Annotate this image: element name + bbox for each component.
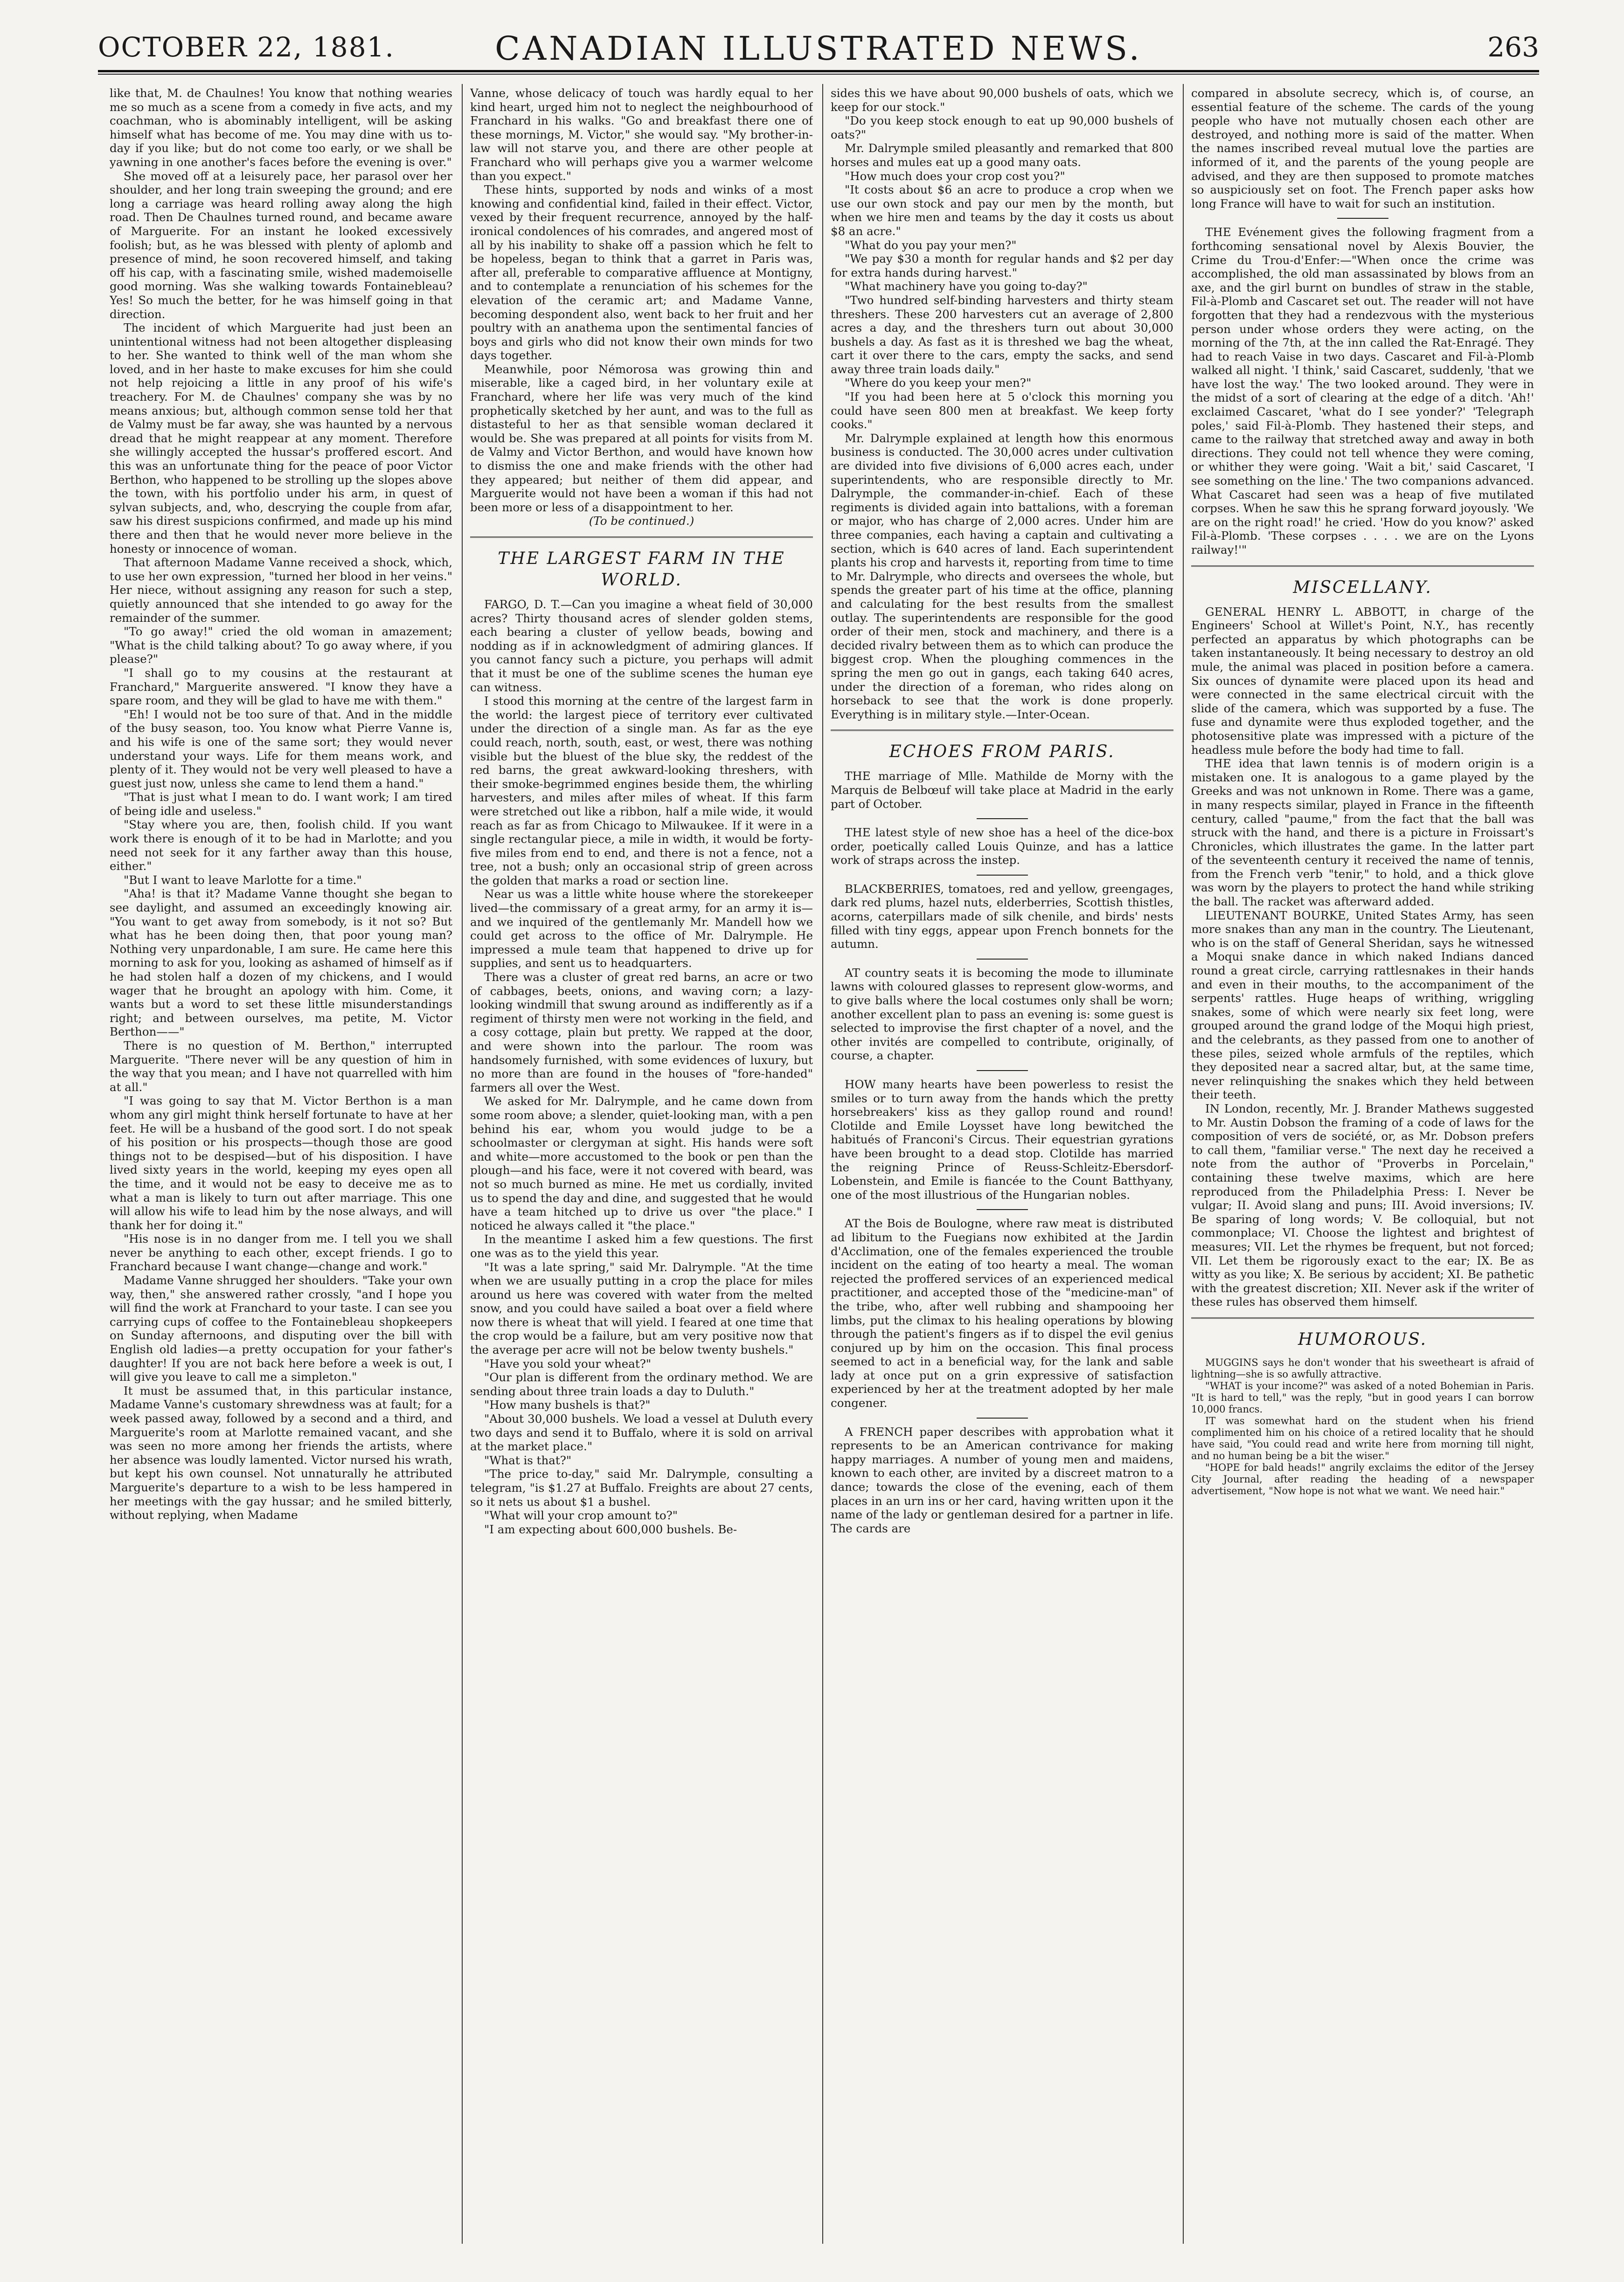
paragraph: "I shall go to my cousins at the restaurant at Franchard," Marguerite answered. "I know they have a spare room, and they will be glad to have me with them." bbox=[110, 666, 452, 708]
paragraph: "Stay where you are, then, foolish child. If you want work there is enough of it to be had in Marlotte; and you need not seek for it any farther away than this house, either." bbox=[110, 818, 452, 873]
column-1 bbox=[110, 86, 452, 2241]
paragraph: "Do you keep stock enough to eat up 90,000 bushels of oats?" bbox=[831, 114, 1173, 141]
paragraph: She moved off at a leisurely pace, her parasol over her shoulder, and her long train sweeping the ground; and ere long a carriage was heard rolling away along the high road. Then De Chaulnes turned round, and became aware of Marguerite. For an instant he looked excessively foolish; but, as he was blessed with plenty of aplomb and presence of mind, he soon recovered himself, and taking off his cap, with a fascinating smile, wished mademoiselle good morning. Was she walking towards Fontainebleau? Yes! So much the better, for he was himself going in that direction. bbox=[110, 169, 452, 321]
column-divider bbox=[1183, 84, 1184, 2244]
farm-article bbox=[470, 598, 813, 1536]
column-divider bbox=[822, 84, 823, 2244]
paragraph: THE marriage of Mlle. Mathilde de Morny with the Marquis de Belbœuf will take place at Madrid in the early part of October. bbox=[831, 769, 1173, 811]
paragraph: AT country seats it is becoming the mode to illuminate lawns with coloured glasses to represent glow-worms, and to give balls where the local costumes only shall be worn; another excellent plan to pass an evening is: some guest is selected to improvise the first chapter of a novel, and the other invités are compelled to contribute, originally, of course, a chapter. bbox=[831, 966, 1173, 1063]
paragraph: "How many bushels is that?" bbox=[484, 1398, 651, 1412]
column-divider bbox=[462, 84, 463, 2244]
section-rule bbox=[831, 730, 1173, 731]
paragraph: "His nose is in no danger from me. I tell you we shall never be anything to each other, except friends. I go to Franchard because I want change—change and work." bbox=[110, 1232, 452, 1273]
paragraph: "How much does your crop cost you?" bbox=[845, 169, 1065, 183]
column-3 bbox=[831, 86, 1173, 2241]
miscellany bbox=[1191, 605, 1534, 1309]
paragraph: "But I want to leave Marlotte for a time." bbox=[124, 873, 362, 887]
paragraph: "Our plan is different from the ordinary method. We are sending about three train loads a day to Duluth." bbox=[470, 1371, 813, 1398]
paragraph: "It was a late spring," said Mr. Dalrymple. "At the time when we are usually putting in a crop the place for miles around us here was covered with water from the melted snow, and you could have sailed a boat over a field where now there is wheat that will yield. I feared at one time that the crop would be a failure, but am very positive now that the average per acre will not be below twenty bushels." bbox=[470, 1260, 813, 1357]
item-separator bbox=[977, 818, 1028, 819]
serial-story-end bbox=[470, 86, 813, 514]
item-separator bbox=[977, 959, 1028, 960]
paragraph: THE idea that lawn tennis is of modern origin is a mistaken one. It is analogous to a game played by the Greeks and was not unknown in Rome. There was a game, in many respects similar, played in France in the fifteenth century, called "paume," from the fact that the ball was struck with the hand, and there is a picture in Froissart's Chronicles, which illustrates the game. In the latter part of the seventeenth century it received the name of tennis, from the French verb "tenir," to hold, and a thick glove was worn by the players to protect the hand while striking the ball. The racket was afterward added. bbox=[1191, 757, 1534, 909]
paragraph: LIEUTENANT BOURKE, United States Army, has seen more snakes than any man in the country. The Lieutenant, who is on the staff of General Sheridan, says he witnessed a Moqui snake dance in which naked Indians danced round a great circle, carrying rattlesnakes in their hands and even in their mouths, to the accompaniment of the serpents' rattles. Huge heaps of writhing, wriggling snakes, some of which were nearly six feet long, were grouped around the grand lodge of the Moqui high priest, and the celebrants, as they passed from one to another of these piles, seized whole armfuls of the reptiles, which they deposited near a sacred altar, but, at the same time, never relinquishing the snakes which they held between their teeth. bbox=[1191, 908, 1534, 1102]
paragraph: These hints, supported by nods and winks of a most knowing and confidential kind, failed in their effect. Victor, vexed by their frequent recurrence, annoyed by the half-ironical condolences of his comrades, and angered most of all by his inability to shake off a passion which he felt to be hopeless, began to think that a garret in Paris was, after all, preferable to comparative affluence at Montigny, and to contemplate a renunciation of his schemes for the elevation of the ceramic art; and Madame Vanne, becoming despondent also, went back to her fruit and her poultry with an anathema upon the sentimental fancies of boys and girls who did not know their own minds for two days together. bbox=[470, 183, 813, 362]
paragraph: sides this we have about 90,000 bushels of oats, which we keep for our stock." bbox=[831, 86, 1173, 114]
paragraph: FARGO, D. T.—Can you imagine a wheat field of 30,000 acres? Thirty thousand acres of slender golden stems, each bearing a cluster of yellow beads, bowing and nodding as if in acknowledgment of admiring glances. If you cannot fancy such a picture, you perhaps will admit that it must be one of the sublime scenes the human eye can witness. bbox=[470, 598, 813, 694]
paragraph: "Eh! I would not be too sure of that. And in the middle of the busy season, too. You know what Pierre Vanne is, and his wife is one of the same sort; they would never understand your ways. Life for them means work, and plenty of it. They would not be very well pleased to have a guest just now, unless she came to lend them a hand." bbox=[110, 707, 452, 790]
paragraph: THE Evénement gives the following fragment from a forthcoming sensational novel by Alexis Bouvier, the Crime du Trou-d'Enfer:—"When once the crime was accomplished, the old man assassinated by blows from an axe, and the girl burnt on bundles of straw in the stable, Fil-à-Plomb and Cascaret set out. The reader will not have forgotten that they had a rendezvous with the mysterious person under whose orders they were acting, on the morning of the 7th, at the inn called the Rat-Enragé. They had to reach Vaise in two days. Cascaret and Fil-à-Plomb walked all night. 'I think,' said Cascaret, suddenly, 'that we have lost the way.' The two looked around. They were in the midst of a sort of clearing at the edge of a ditch. 'Ah!' exclaimed Cascaret, 'what do I see yonder?' 'Telegraph poles,' said Fil-à-Plomb. They hastened their steps, and came to the railway that stretched away and away in both directions. They could not tell whence they were coming, or whither they were going. 'Wait a bit,' said Cascaret, 'I see something on the line.' The two companions advanced. What Cascaret had seen was a heap of five mutilated corpses. When he saw this he sprang forward joyously. 'We are on the right road!' he cried. 'How do you know?' asked Fil-à-Plomb. 'These corpses . . . . we are on the Lyons railway!'" bbox=[1191, 225, 1534, 557]
to-be-continued: (To be continued.) bbox=[589, 514, 694, 528]
paragraph: Madame Vanne shrugged her shoulders. "Take your own way, then," she answered rather crossly, "and I hope you will find the work at Franchard to your taste. I can see you carrying cups of coffee to the Fontainebleau shopkeepers on Sunday afternoons, and disputing over the bill with English old ladies—a pretty occupation for your father's daughter! If you are not back here before a week is out, I will give you leave to call me a simpleton." bbox=[110, 1273, 452, 1384]
item-separator bbox=[977, 1418, 1028, 1419]
paragraph: GENERAL HENRY L. ABBOTT, in charge of the Engineers' School at Willet's Point, N.Y., has recently perfected an apparatus by which photographs can be taken instantaneously. It being necessary to destroy an old mule, the animal was placed in position before a camera. Six ounces of dynamite were placed upon its head and were connected in the same electrical circuit with the slide of the camera, which was supported by a fuse. The fuse and dynamite were thus exploded together, and the photosensitive plate was impressed with a picture of the headless mule before the body had time to fall. bbox=[1191, 605, 1534, 757]
column-2 bbox=[470, 86, 813, 2241]
paragraph: "To go away!" cried the old woman in amazement; "What is the child talking about? To go away where, if you please?" bbox=[110, 625, 452, 666]
paragraph: IN London, recently, Mr. J. Brander Mathews suggested to Mr. Austin Dobson the framing of a code of laws for the composition of vers de société, or, as Mr. Dobson prefers to call them, "familiar verse." The next day he received a note from the author of "Proverbs in Porcelain," containing these twelve maxims, which are here reproduced from the Philadelphia Press: I. Never be vulgar; II. Avoid slang and puns; III. Avoid inversions; IV. Be sparing of long words; V. Be colloquial, but not commonplace; VI. Choose the lightest and brightest of measures; VII. Let the rhymes be frequent, but not forced; VII. Let them be rigorously exact to the ear; IX. Be as witty as you like; X. Be serious by accident; XI. Be pathetic with the greatest discretion; XII. Never ask if the writer of these rules has observed them himself. bbox=[1191, 1101, 1534, 1309]
paragraph: "Have you sold your wheat?" bbox=[484, 1357, 652, 1371]
paragraph: Near us was a little white house where the storekeeper lived—the commissary of a great army, for an army it is—and we inquired of the gentlemanly Mr. Mandell how we could get across to the office of Mr. Dalrymple. He impressed a mule team that happened to drive up for supplies, and sent us to headquarters. bbox=[470, 887, 813, 970]
item-separator bbox=[1337, 218, 1388, 219]
paragraph: "HOPE for bald heads!" angrily exclaims the editor of the Jersey City Journal, after reading the heading of a newspaper advertisement, "Now hope is not what we want. We need hair." bbox=[1191, 1461, 1534, 1496]
masthead bbox=[98, 26, 1539, 72]
paragraph: "What will your crop amount to?" bbox=[484, 1509, 678, 1523]
header-rule bbox=[98, 74, 1539, 75]
paragraph: "What is that?" bbox=[484, 1453, 572, 1467]
paragraph: AT the Bois de Boulogne, where raw meat is distributed ad libitum to the Fuegians now exhibited at the Jardin d'Acclimation, one of the females experienced the trouble incident on the eating of too hearty a meal. The woman rejected the proffered services of an experienced medical practitioner, and accepted those of the "medicine-man" of the tribe, who, after well rubbing and shampooing her limbs, put the climax to his healing operations by blowing through the patient's fingers as if to dispel the evil genius conjured up by him on the occasion. This final process seemed to act in a beneficial way, for the lank and sable lady at once put on a grin expressive of satisfaction experienced by her at the treatment adopted by her male congener. bbox=[831, 1217, 1173, 1410]
paragraph: A FRENCH paper describes with approbation what it represents to be an American contrivance for making happy marriages. A number of young men and maidens, known to each other, are invited by a discreet matron to a dance; towards the close of the evening, each of them places in an urn ins or her card, having written upon it the name of the lady or gentleman desired for a partner in life. The cards are bbox=[831, 1425, 1173, 1535]
paragraph: "Where do you keep your men?" bbox=[845, 376, 1032, 390]
paragraph: "What machinery have you going to-day?" bbox=[845, 279, 1088, 293]
paragraph: There was a cluster of great red barns, an acre or two of cabbages, beets, onions, and waving corn; a lazy-looking windmill that swung around as indifferently as if a regiment of thirsty men were not working in the field, and a cosy cottage, plain but pretty. We rapped at the door, and were shown into the parlour. The room was handsomely furnished, with some evidences of luxury, but no more than are found in the houses of "fore-handed" farmers all over the West. bbox=[470, 970, 813, 1094]
miscellany-title: MISCELLANY. bbox=[1293, 577, 1432, 597]
paragraph: Meanwhile, poor Némorosa was growing thin and miserable, like a caged bird, in her voluntary exile at Franchard, where her life was very much of the kind prophetically sketched by her aunt, and was to the full as distasteful to her as that sensible woman declared it would be. She was prepared at all points for visits from M. de Valmy and Victor Berthon, and would have known how to dismiss the one and make friends with the other had they appeared; but neither of them did appear, and Marguerite would not have been a woman if this had not been more or less of a disappointment to her. bbox=[470, 362, 813, 514]
issue-date: OCTOBER 22, 1881. bbox=[98, 31, 395, 63]
paragraph: We asked for Mr. Dalrymple, and he came down from some room above; a slender, quiet-looking man, with a pen behind his ear, whom you would judge to be a schoolmaster or clergyman at sight. His hands were soft and white—more accustomed to the book or pen than the plough—and his face, were it not covered with beard, was not so much burned as mine. He met us cordially, invited us to spend the day and dine, and suggested that he would have a team hitched up to drive us over "the place." I noticed he always called it "the place." bbox=[470, 1094, 813, 1232]
paragraph: "Two hundred self-binding harvesters and thirty steam threshers. These 200 harvesters cut an average of 2,800 acres a day, and the threshers turn out about 30,000 bushels a day. As fast as it is threshed we bag the wheat, cart it over there to the cars, empty the sacks, and send away three train loads daily." bbox=[831, 293, 1173, 376]
paragraph: "It costs about $6 an acre to produce a crop when we use our own stock and pay our men by the month, but when we hire men and teams by the day it costs us about $8 an acre." bbox=[831, 183, 1173, 238]
item-separator bbox=[977, 1070, 1028, 1071]
paper-title: CANADIAN ILLUSTRATED NEWS. bbox=[495, 29, 1142, 68]
paragraph: "If you had been here at 5 o'clock this morning you could have seen 800 men at breakfast. We keep forty cooks." bbox=[831, 390, 1173, 431]
farm-article-continued bbox=[831, 86, 1173, 721]
page-number: 263 bbox=[1487, 31, 1539, 63]
paragraph: I stood this morning at the centre of the largest farm in the world: the largest piece of territory ever cultivated under the direction of a single man. As far as the eye could reach, north, south, east, or west, there was nothing visible but the bluest of the blue sky, the reddest of the red barns, the great awkward-looking threshers, with their smoke-begrimmed engines beside them, the whirling harvesters, and miles after miles of wheat. If this farm were stretched out like a ribbon, half a mile wide, it would reach as far as from Chicago to Milwaukee. If it were in a single rectangular piece, a mile in width, it would be forty-five miles from end to end, and there is not a fence, not a tree, not a bush; only an occasional strip of green across the golden that marks a road or section line. bbox=[470, 694, 813, 887]
paragraph: MUGGINS says he don't wonder that his sweetheart is afraid of lightning—she is so awfully attractive. bbox=[1191, 1357, 1534, 1380]
echoes-title: ECHOES FROM PARIS. bbox=[889, 742, 1115, 762]
item-separator bbox=[977, 875, 1028, 876]
paragraph: The incident of which Marguerite had just been an unintentional witness had not been altogether displeasing to her. She wanted to think well of the man whom she loved, and in her haste to make excuses for him she could not help rejoicing a little in any proof of his wife's treachery. For M. de Chaulnes' company she was by no means anxious; but, although common sense told her that de Valmy must be far away, she was haunted by a nervous dread that he might reappear at any moment. Therefore she willingly accepted the hussar's proffered escort. And this was an unfortunate thing for the peace of poor Victor Berthon, who happened to be strolling up the slopes above the town, with his portfolio under his arm, in quest of sylvan subjects, and, who, descrying the couple from afar, saw his direst suspicions confirmed, and made up his mind there and then that he would never more believe in the honesty or innocence of woman. bbox=[110, 321, 452, 556]
paragraph: "What do you pay your men?" bbox=[845, 238, 1017, 252]
humorous-title: HUMOROUS. bbox=[1298, 1329, 1427, 1349]
paragraph: like that, M. de Chaulnes! You know that nothing wearies me so much as a scene from a comedy in five acts, and my coachman, who is abominably intelligent, will be asking himself what has become of me. You may dine with us to-day if you like; but do not come too early, or we shall be yawning in one another's faces before the evening is over." bbox=[110, 86, 452, 169]
paragraph: IT was somewhat hard on the student when his friend complimented him on his choice of a retired locality that he should have said, "You could read and write here from morning till night, and no human being be a bit the wiser." bbox=[1191, 1415, 1534, 1461]
echoes-from-paris bbox=[831, 769, 1173, 1535]
paragraph: "Aha! is that it? Madame Vanne thought she began to see daylight, and assumed an exceedingly knowing air. "You want to get away from somebody, is it not so? But what has he been doing then, that poor young man? Nothing very unpardonable, I am sure. He came here this morning to ask for you, looking as ashamed of himself as if he had stolen half a dozen of my chickens, and I would wager that he brought an apology with him. Come, it wants but a word to set these little misunderstandings right; and between ourselves, ma petite, M. Victor Berthon——" bbox=[110, 887, 452, 1039]
paragraph: "That is just what I mean to do. I want work; I am tired of being idle and useless." bbox=[110, 790, 452, 818]
paragraph: "About 30,000 bushels. We load a vessel at Duluth every two days and send it to Buffalo, where it is sold on arrival at the market place." bbox=[470, 1412, 813, 1454]
paragraph: Vanne, whose delicacy of touch was hardly equal to her kind heart, urged him not to neglect the neighbourhood of Franchard in his walks. "Go and breakfast there one of these mornings, M. Victor," she would say. "My brother-in-law will not starve you, and there are other people at Franchard who will perhaps give you a warmer welcome than you expect." bbox=[470, 86, 813, 183]
farm-article-title: THE LARGEST FARM IN THE WORLD. bbox=[498, 549, 785, 590]
paragraph: It must be assumed that, in this particular instance, Madame Vanne's customary shrewdness was at fault; for a week passed away, followed by a second and a third, and Marguerite's room at Marlotte remained vacant, and she was seen no more among her friends the artists, where her absence was loudly lamented. Victor nursed his wrath, but kept his own counsel. Not unnaturally he attributed Marguerite's departure to a wish to be less hampered in her meetings with the gay hussar; and he smiled bitterly, without replying, when Madame bbox=[110, 1384, 452, 1522]
paragraph: There is no question of M. Berthon," interrupted Marguerite. "There never will be any question of him in the way that you mean; and I have not quarrelled with him at all." bbox=[110, 1038, 452, 1094]
section-rule bbox=[1191, 565, 1534, 567]
paragraph: Mr. Dalrymple explained at length how this enormous business is conducted. The 30,000 acres under cultivation are divided into five divisions of 6,000 acres each, under superintendents, who are responsible directly to Mr. Dalrymple, the commander-in-chief. Each of these regiments is divided again into battalions, with a foreman or major, who has charge of 2,000 acres. Under him are three companies, each having a captain and cultivating a section, which is 640 acres of land. Each superintendent plants his crop and harvests it, reporting from time to time to Mr. Dalrymple, who directs and oversees the whole, but spends the greater part of his time at the office, planning and calculating for the best results from the smallest outlay. The superintendents are responsible for the good order of their men, stock and machinery, and there is a decided rivalry between them as to which can produce the biggest crop. When the ploughing commences in the spring the men go out in gangs, each taking 640 acres, under the direction of a foreman, who rides along on horseback to see that the work is done properly. Everything is in military style.—Inter-Ocean. bbox=[831, 431, 1173, 721]
column-4 bbox=[1191, 86, 1534, 2241]
paragraph: THE latest style of new shoe has a heel of the dice-box order, poetically called Louis Quinze, and has a lattice work of straps across the instep. bbox=[831, 826, 1173, 867]
paragraph: compared in absolute secrecy, which is, of course, an essential feature of the scheme. The cards of the young people who have not mutually chosen each other are destroyed, and nothing more is said of the matter. When the names inscribed reveal mutual love the parties are informed of it, and the parents of the young people are advised, and they are then supposed to promote matches so auspiciously set on foot. The French paper asks how long France will have to wait for such an institution. bbox=[1191, 86, 1534, 210]
section-rule bbox=[470, 536, 813, 538]
humorous bbox=[1191, 1357, 1534, 1497]
paragraph: HOW many hearts have been powerless to resist the smiles or to turn away from the hands which the pretty horsebreakers' kiss as they gallop round and round! Clotilde and Emile Loysset have long bewitched the habitués of Franconi's Circus. Their equestrian gyrations have been brought to a dead stop. Clotilde has married the reigning Prince of Reuss-Schleitz-Ebersdorf-Lobenstein, and Emile is fiancée to the Count Batthyany, one of the most illustrious of the Hungarian nobles. bbox=[831, 1078, 1173, 1202]
serial-story-continued bbox=[110, 86, 452, 1522]
paragraph: "I was going to say that M. Victor Berthon is a man whom any girl might think herself fortunate to have at her feet. He will be a husband of the good sort. I do not speak of his position or his prospects—though those are good things not to be despised—but of his disposition. I have lived sixty years in the world, keeping my eyes open all the time, and it would not be easy to deceive me as to what a man is likely to turn out after marriage. This one will allow his wife to lead him by the nose always, and will thank her for doing it." bbox=[110, 1094, 452, 1232]
paragraph: "The price to-day," said Mr. Dalrymple, consulting a telegram, "is $1.27 at Buffalo. Freights are about 27 cents, so it nets us about $1 a bushel. bbox=[470, 1467, 813, 1509]
paragraph: "I am expecting about 600,000 bushels. Be- bbox=[484, 1522, 737, 1536]
paragraph: Mr. Dalrymple smiled pleasantly and remarked that 800 horses and mules eat up a good many oats. bbox=[831, 141, 1173, 169]
item-separator bbox=[977, 1209, 1028, 1210]
paragraph: That afternoon Madame Vanne received a shock, which, to use her own expression, "turned her blood in her veins." Her niece, without assigning any reason for such a step, quietly announced that she intended to go away for the remainder of the summer. bbox=[110, 556, 452, 625]
paragraph: "We pay $30 a month for regular hands and $2 per day for extra hands during harvest." bbox=[831, 252, 1173, 279]
paragraph: BLACKBERRIES, tomatoes, red and yellow, greengages, dark red plums, hazel nuts, elderberries, Scottish thistles, acorns, caterpillars made of silk chenile, and birds' nests filled with tiny eggs, appear upon French bonnets for the autumn. bbox=[831, 882, 1173, 951]
section-rule bbox=[1191, 1317, 1534, 1319]
paragraph: "WHAT is your income?" was asked of a noted Bohemian in Paris. "It is hard to tell," was the reply, "but in good years I can borrow 10,000 francs. bbox=[1191, 1380, 1534, 1415]
paragraph: In the meantime I asked him a few questions. The first one was as to the yield this year. bbox=[470, 1232, 813, 1260]
echoes-continued bbox=[1191, 86, 1534, 557]
